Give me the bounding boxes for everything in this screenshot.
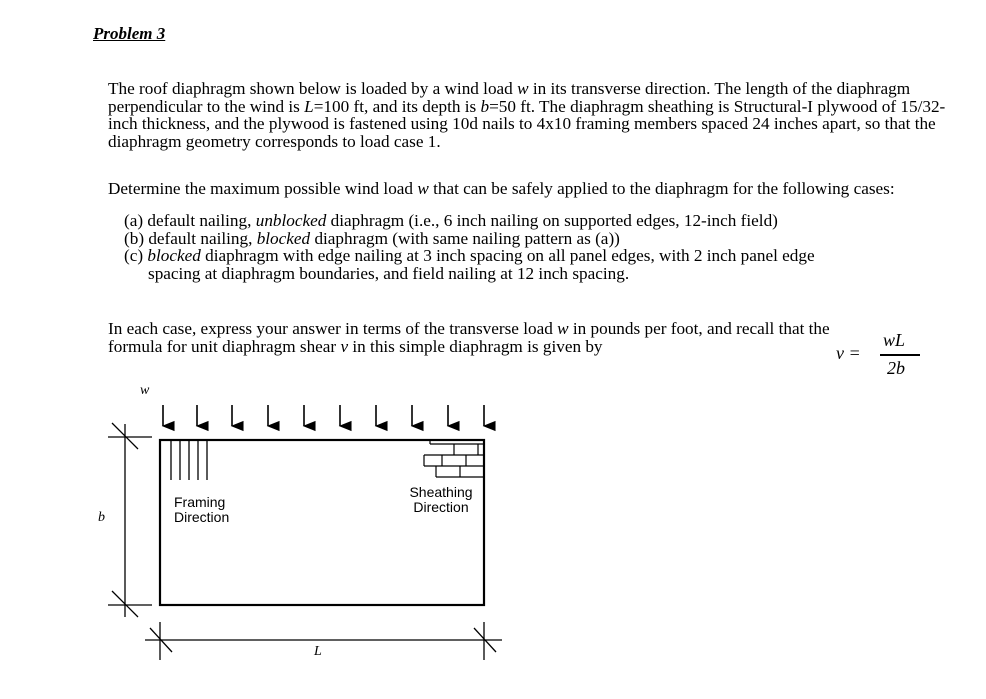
- case-c-continued: spacing at diaphragm boundaries, and field nailing at 12 inch spacing.: [148, 263, 630, 283]
- task-text-2: that can be safely applied to the diaphragm for the following cases:: [428, 179, 895, 198]
- sheathing-label-line2: Direction: [413, 499, 469, 515]
- intro-text-1: The roof diaphragm shown below is loaded by a wind load: [108, 79, 518, 98]
- sheathing-label-line1: Sheathing: [409, 484, 473, 500]
- var-L: L: [304, 96, 314, 116]
- var-b: b: [480, 96, 490, 116]
- case-b-pre: (b) default nailing,: [124, 228, 257, 248]
- problem-title: Problem 3: [93, 24, 166, 43]
- intro-text-3: =100 ft, and its depth is: [313, 96, 481, 116]
- framing-direction-label: [174, 495, 229, 525]
- case-a-em: unblocked: [255, 211, 327, 230]
- sheathing-direction-label: [405, 485, 477, 515]
- depth-label: b: [98, 510, 105, 525]
- case-a-pre: (a) default nailing,: [124, 211, 256, 230]
- formula-lhs: v =: [836, 343, 861, 363]
- var-w: w: [517, 79, 529, 98]
- case-c-em: blocked: [147, 246, 201, 265]
- task-text-1: Determine the maximum possible wind load: [108, 179, 418, 198]
- load-label: w: [140, 383, 150, 398]
- case-a-post: diaphragm (i.e., 6 inch nailing on supported edges, 12-inch field): [326, 211, 778, 230]
- depth-dimension: [108, 423, 152, 617]
- intro-text-2: in its transverse direction. The length of the diaphragm perpendicular to the wind is: [108, 79, 911, 116]
- closing-var-v: v: [340, 336, 349, 356]
- length-dimension: [145, 622, 502, 660]
- case-b-em: blocked: [256, 228, 311, 248]
- formula-numerator: wL: [883, 330, 906, 350]
- formula-denominator: 2b: [887, 358, 905, 378]
- closing-var-w: w: [557, 319, 569, 338]
- case-c-post: diaphragm with edge nailing at 3 inch spacing on all panel edges, with 2 inch panel edge: [200, 246, 815, 265]
- framing-lines: [171, 440, 207, 480]
- closing-text-2: in pounds per foot, and recall that the formula for unit diaphragm shear: [108, 319, 830, 356]
- sheathing-panels: [424, 440, 484, 477]
- length-label: L: [314, 644, 322, 659]
- case-c-pre: (c): [124, 246, 148, 265]
- task-var-w: w: [417, 179, 429, 198]
- wind-load-arrows: [163, 405, 484, 426]
- closing-text-3: in this simple diaphragm is given by: [348, 336, 603, 356]
- framing-label-line1: Framing: [174, 494, 226, 510]
- case-b-post: diaphragm (with same nailing pattern as (a)): [310, 228, 620, 248]
- framing-label-line2: Direction: [174, 509, 230, 525]
- closing-text-1: In each case, express your answer in terms of the transverse load: [108, 319, 558, 338]
- intro-text-4: =50 ft. The diaphragm sheathing is Structural-I plywood of 15/32-inch thickness, and the plywood is fastened using 10d nails to 4x10 framing members spaced 24 inches apart, so that the diaphragm geometry corresponds to load case 1.: [108, 96, 946, 151]
